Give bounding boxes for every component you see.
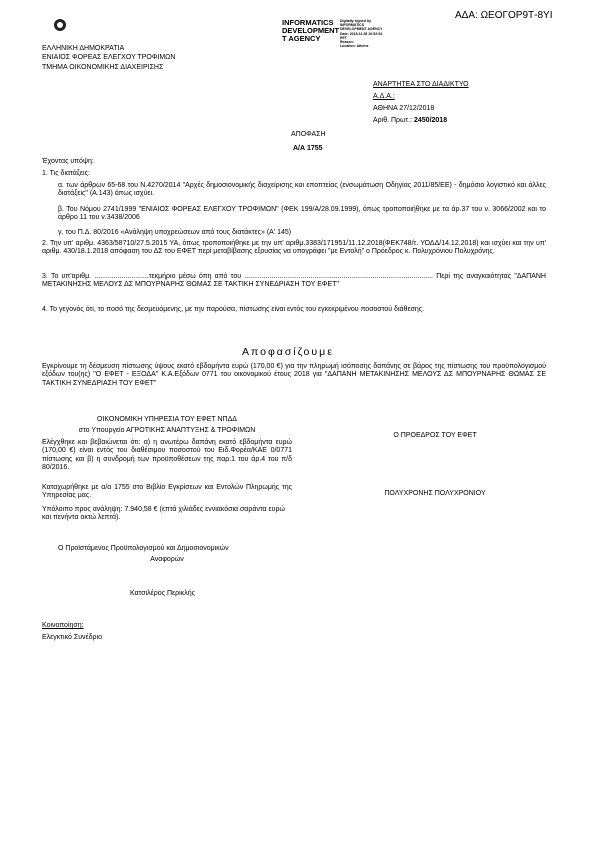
item-4: 4. Το γεγονός ότι, το ποσό της δεσμευόμενης, με την παρούσα, πίστωσης είναι εντός του εγκεκριμένου ποσοστού διάθεσης.: [42, 306, 425, 313]
signature-details: [340, 19, 382, 48]
ada-label: Α.Δ.Α.:: [373, 93, 395, 100]
signature-detail-line: Digitally signed by: [340, 19, 371, 23]
item-2: 2. Την υπ' αριθμ. 4363/58710/27.5.2015 ΥΑ, όπως τροποποιήθηκε με την υπ' αριθμ.3383/171951/11.12.2018(ΦΕΚ748/τ. ΥΟΔΔ/14.12.2018) και ισχύει και την υπ' αριθμ. 430/18.1.2018 απόφαση του ΔΣ του ΕΦΕΤ περί μεταβίβασης εξουσίας να υπογράφει "με Εντολή" ο Πρόεδρος κ. Πολυχρόνιου Πολυχρόνης.: [42, 240, 546, 256]
greek-emblem-icon: [54, 19, 66, 31]
finance-heading: ΟΙΚΟΝΟΜΙΚΗ ΥΠΗΡΕΣΙΑ ΤΟΥ ΕΦΕΤ ΝΠΔΔ: [97, 416, 237, 423]
item-3: 3. Το υπ'αριθμ. ............................τεκμήριο μέσω όπη από του ................................................................................................. Περί της αναγκαιότητας "ΔΑΠΑΝΗ ΜΕΤΑΚΙΝΗΣΗΣ ΜΕΛΟΥΣ ΔΣ ΜΠΟΥΡΝΑΡΗΣ ΘΩΜΑΣ ΣΕ ΤΑΚΤΙΚΗ ΣΥΝΕΔΡΙΑΣΗ ΤΟΥ ΕΦΕΤ": [42, 273, 546, 289]
president-name: ΠΟΛΥΧΡΟΝΗΣ ΠΟΛΥΧΡΟΝΙΟΥ: [384, 490, 486, 497]
signatory-title: Ο Προϊστάμενος Προϋπολογισμού και Δημοσιονομικών: [58, 545, 229, 552]
cc-value: Ελεγκτικό Συνέδριο: [42, 634, 102, 641]
signature-detail-line: INFORMATICS: [340, 23, 365, 28]
signature-detail-line: Location: Athens: [340, 44, 369, 49]
org-line: ΕΛΛΗΝΙΚΗ ΔΗΜΟΚΡΑΤΙΑ: [42, 45, 125, 52]
decide-text: Εγκρίνουμε τη δέσμευση πίστωσης ύψους εκατό εβδομήντα ευρώ (170,00 €) για την πληρωμή ισόποσης δαπάνης σε βάρος της πίστωσης του προϋπολογισμού εξόδων του(ης) "Ο ΕΦΕΤ - ΕΞΟΔΑ" Κ.Α.Εξόδων 0771 του οικονομικού έτους 2018 για "ΔΑΠΑΝΗ ΜΕΤΑΚΙΝΗΣΗΣ ΜΕΛΟΥΣ ΔΣ ΜΠΟΥΡΝΑΡΗΣ ΘΩΜΑΣ ΣΕ ΤΑΚΤΙΚΗ ΣΥΝΕΔΡΙΑΣΗ ΤΟΥ ΕΦΕΤ": [42, 363, 546, 387]
decision-number: Α/Α 1755: [293, 145, 323, 152]
signature-logo: [282, 19, 339, 43]
logo-line: T AGENCY: [282, 33, 321, 43]
ada-code: ΑΔΑ: ΩΕΟΓΟΡ9Τ-8ΥΙ: [455, 10, 553, 21]
finance-balance-text: Υπόλοιπο προς ανάληψη: 7.940,58 € (επτά χιλιάδες εννιακόσια σαράντα ευρώ και πενήντα οκτώ λεπτά).: [42, 506, 285, 522]
signature-detail-line: Date: 2018.12.28 10:52:54: [340, 31, 383, 36]
item-1a: α. των άρθρων 65-68 του Ν.4270/2014 "Αρχές δημοσιονομικής διαχείρισης και εποπτείας (ενσωμάτωση Οδηγίας 2011/85/ΕΕ) - δημόσιο λογιστικό και άλλες διατάξεις" (Α.143) όπως ισχύει.: [58, 182, 546, 198]
decide-heading: Αποφασίζουμε: [242, 346, 334, 358]
signatory-name: Κατσιλέρος Περικλής: [130, 590, 195, 597]
president-title: Ο ΠΡΟΕΔΡΟΣ ΤΟΥ ΕΦΕΤ: [393, 432, 477, 439]
signature-detail-line: DEVELOPMENT AGENCY: [340, 27, 383, 32]
document-date: ΑΘΗΝΑ 27/12/2018: [373, 105, 435, 112]
protocol-label: Αριθ. Πρωτ.:: [373, 117, 413, 124]
org-line: ΤΜΗΜΑ ΟΙΚΟΝΟΜΙΚΗΣ ΔΙΑΧΕΙΡΙΣΗΣ: [42, 63, 164, 71]
signature-detail-line: EET: [340, 35, 347, 40]
signature-detail-line: Reason:: [340, 39, 354, 44]
org-line: ΕΝΙΑΙΟΣ ΦΟΡΕΑΣ ΕΛΕΓΧΟΥ ΤΡΟΦΙΜΩΝ: [42, 54, 176, 62]
finance-check-text: Ελέγχθηκε και βεβαιώνεται ότι: α) η ανωτέρω δαπάνη εκατό εβδομήντα ευρώ (170,00 €) είναι εντός του διαθέσιμου ποσοστού του Ειδ.Φορέα/ΚΑΕ 0/0771 πίστωσης και β) η συνδρομή των προϋποθέσεων της παρ.1 του άρ.4 του π/δ 80/2016.: [42, 439, 292, 472]
logo-line: DEVELOPMENT: [282, 25, 340, 35]
protocol-value: 2450/2018: [414, 117, 448, 124]
publish-note: ΑΝΑΡΤΗΤΕΑ ΣΤΟ ΔΙΑΔΙΚΤΥΟ: [373, 81, 469, 88]
finance-subheading: στο Υπουργείο ΑΓΡΟΤΙΚΗΣ ΑΝΑΠΤΥΞΗΣ & ΤΡΟΦΙΜΩΝ: [78, 427, 256, 434]
decision-title: ΑΠΟΦΑΣΗ: [291, 131, 326, 138]
item-1c: γ. του Π.Δ. 80/2016 «Ανάληψη υποχρεώσεων από τους διατάκτες» (Α' 145): [58, 229, 292, 236]
finance-register-text: Καταχωρήθηκε με α/α 1755 στο Βιβλίο Εγκρίσεων και Εντολών Πληρωμής της Υπηρεσίας μας.: [42, 484, 292, 500]
cc-label: Κοινοποίηση:: [42, 622, 84, 629]
logo-line: INFORMATICS: [282, 18, 334, 27]
item-1b: β. Του Νόμου 2741/1999 "ΕΝΙΑΙΟΣ ΦΟΡΕΑΣ ΕΛΕΓΧΟΥ ΤΡΟΦΙΜΩΝ" (ΦΕΚ 199/Α/28.09.1999), όπως τροποποιήθηκε με τα άρ.37 του ν. 3066/2002 και το άρθρο 11 του ν.3438/2006: [58, 206, 546, 222]
item-1: 1. Τις διατάξεις:: [42, 170, 90, 177]
signatory-title-line2: Αναφορών: [150, 556, 184, 563]
intro-text: Έχοντας υπόψη:: [42, 158, 94, 165]
protocol-number: [373, 117, 447, 125]
org-header: [42, 44, 175, 72]
